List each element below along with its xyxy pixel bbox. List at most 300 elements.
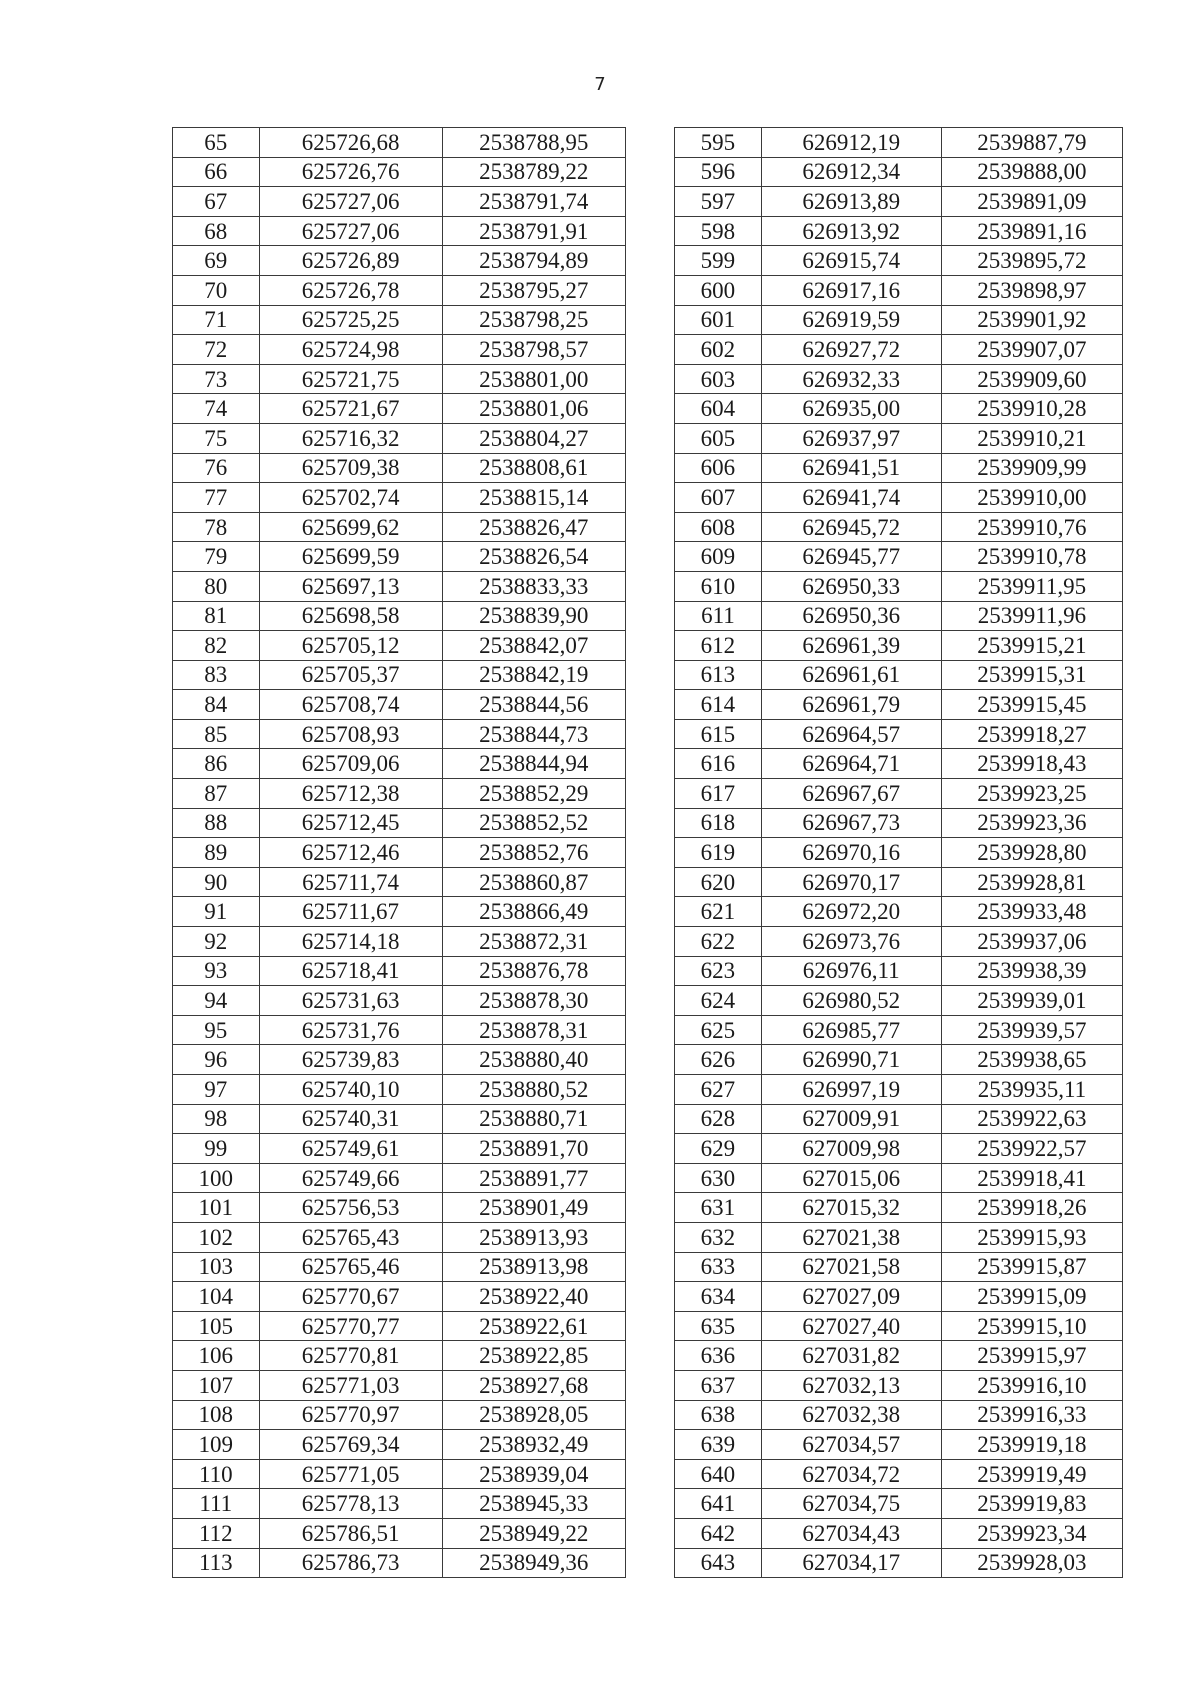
column-gap: [625, 394, 674, 424]
column-gap: [625, 1459, 674, 1489]
x-coordinate-right-cell: 626913,92: [761, 216, 941, 246]
point-number-right-cell: 636: [675, 1341, 762, 1371]
x-coordinate-left-cell: 625765,43: [259, 1222, 442, 1252]
x-coordinate-right-cell: 626913,89: [761, 187, 941, 217]
point-number-left-cell: 78: [173, 512, 260, 542]
x-coordinate-left-cell: 625786,73: [259, 1548, 442, 1578]
x-coordinate-right-cell: 627034,17: [761, 1548, 941, 1578]
x-coordinate-right-cell: 626961,61: [761, 660, 941, 690]
table-row: [173, 216, 1123, 246]
column-gap: [625, 719, 674, 749]
y-coordinate-right-cell: 2539910,00: [941, 483, 1122, 513]
y-coordinate-left-cell: 2538913,93: [442, 1222, 625, 1252]
column-gap: [625, 1489, 674, 1519]
table-row: [173, 897, 1123, 927]
column-gap: [625, 631, 674, 661]
y-coordinate-right-cell: 2539938,39: [941, 956, 1122, 986]
point-number-left-cell: 80: [173, 571, 260, 601]
point-number-right-cell: 637: [675, 1370, 762, 1400]
point-number-left-cell: 73: [173, 364, 260, 394]
x-coordinate-right-cell: 627034,72: [761, 1459, 941, 1489]
y-coordinate-left-cell: 2538878,31: [442, 1015, 625, 1045]
x-coordinate-right-cell: 627009,98: [761, 1134, 941, 1164]
point-number-right-cell: 614: [675, 690, 762, 720]
y-coordinate-left-cell: 2538808,61: [442, 453, 625, 483]
column-gap: [625, 128, 674, 158]
x-coordinate-left-cell: 625714,18: [259, 927, 442, 957]
point-number-left-cell: 66: [173, 157, 260, 187]
column-gap: [625, 1163, 674, 1193]
column-gap: [625, 275, 674, 305]
y-coordinate-left-cell: 2538839,90: [442, 601, 625, 631]
x-coordinate-right-cell: 627031,82: [761, 1341, 941, 1371]
y-coordinate-right-cell: 2539933,48: [941, 897, 1122, 927]
point-number-right-cell: 622: [675, 927, 762, 957]
table-row: [173, 601, 1123, 631]
y-coordinate-left-cell: 2538891,70: [442, 1134, 625, 1164]
column-gap: [625, 483, 674, 513]
x-coordinate-right-cell: 626976,11: [761, 956, 941, 986]
y-coordinate-right-cell: 2539928,81: [941, 867, 1122, 897]
point-number-left-cell: 105: [173, 1311, 260, 1341]
x-coordinate-left-cell: 625699,62: [259, 512, 442, 542]
point-number-left-cell: 81: [173, 601, 260, 631]
point-number-left-cell: 110: [173, 1459, 260, 1489]
table-row: [173, 1489, 1123, 1519]
table-row: [173, 1075, 1123, 1105]
x-coordinate-right-cell: 627015,06: [761, 1163, 941, 1193]
table-row: [173, 1282, 1123, 1312]
x-coordinate-left-cell: 625711,74: [259, 867, 442, 897]
y-coordinate-left-cell: 2538880,71: [442, 1104, 625, 1134]
y-coordinate-right-cell: 2539910,78: [941, 542, 1122, 572]
x-coordinate-left-cell: 625727,06: [259, 187, 442, 217]
x-coordinate-left-cell: 625708,93: [259, 719, 442, 749]
x-coordinate-right-cell: 626997,19: [761, 1075, 941, 1105]
y-coordinate-left-cell: 2538922,61: [442, 1311, 625, 1341]
x-coordinate-left-cell: 625765,46: [259, 1252, 442, 1282]
column-gap: [625, 423, 674, 453]
x-coordinate-right-cell: 626967,67: [761, 779, 941, 809]
table-row: [173, 1222, 1123, 1252]
x-coordinate-right-cell: 626961,79: [761, 690, 941, 720]
page-number: 7: [594, 74, 606, 95]
point-number-right-cell: 632: [675, 1222, 762, 1252]
table-row: [173, 867, 1123, 897]
point-number-left-cell: 111: [173, 1489, 260, 1519]
y-coordinate-right-cell: 2539915,31: [941, 660, 1122, 690]
x-coordinate-right-cell: 627034,75: [761, 1489, 941, 1519]
y-coordinate-left-cell: 2538791,74: [442, 187, 625, 217]
x-coordinate-left-cell: 625756,53: [259, 1193, 442, 1223]
column-gap: [625, 838, 674, 868]
column-gap: [625, 1015, 674, 1045]
point-number-left-cell: 102: [173, 1222, 260, 1252]
y-coordinate-left-cell: 2538945,33: [442, 1489, 625, 1519]
column-gap: [625, 542, 674, 572]
point-number-right-cell: 634: [675, 1282, 762, 1312]
point-number-left-cell: 75: [173, 423, 260, 453]
x-coordinate-left-cell: 625709,06: [259, 749, 442, 779]
table-row: [173, 187, 1123, 217]
x-coordinate-left-cell: 625726,68: [259, 128, 442, 158]
y-coordinate-left-cell: 2538927,68: [442, 1370, 625, 1400]
y-coordinate-right-cell: 2539895,72: [941, 246, 1122, 276]
table-row: [173, 1370, 1123, 1400]
table-row: [173, 1045, 1123, 1075]
x-coordinate-left-cell: 625721,67: [259, 394, 442, 424]
coordinates-table-body: [173, 128, 1123, 1578]
table-row: [173, 335, 1123, 365]
x-coordinate-left-cell: 625740,10: [259, 1075, 442, 1105]
y-coordinate-left-cell: 2538801,00: [442, 364, 625, 394]
y-coordinate-right-cell: 2539916,33: [941, 1400, 1122, 1430]
x-coordinate-left-cell: 625771,03: [259, 1370, 442, 1400]
table-row: [173, 1548, 1123, 1578]
x-coordinate-right-cell: 626919,59: [761, 305, 941, 335]
x-coordinate-right-cell: 626964,57: [761, 719, 941, 749]
y-coordinate-right-cell: 2539923,25: [941, 779, 1122, 809]
column-gap: [625, 1193, 674, 1223]
point-number-left-cell: 107: [173, 1370, 260, 1400]
y-coordinate-right-cell: 2539918,43: [941, 749, 1122, 779]
y-coordinate-right-cell: 2539918,26: [941, 1193, 1122, 1223]
table-row: [173, 1311, 1123, 1341]
x-coordinate-left-cell: 625697,13: [259, 571, 442, 601]
y-coordinate-left-cell: 2538791,91: [442, 216, 625, 246]
y-coordinate-right-cell: 2539935,11: [941, 1075, 1122, 1105]
x-coordinate-left-cell: 625778,13: [259, 1489, 442, 1519]
x-coordinate-left-cell: 625712,45: [259, 808, 442, 838]
column-gap: [625, 364, 674, 394]
column-gap: [625, 1341, 674, 1371]
point-number-left-cell: 84: [173, 690, 260, 720]
y-coordinate-left-cell: 2538789,22: [442, 157, 625, 187]
x-coordinate-right-cell: 626970,16: [761, 838, 941, 868]
table-row: [173, 1252, 1123, 1282]
column-gap: [625, 956, 674, 986]
point-number-left-cell: 94: [173, 986, 260, 1016]
y-coordinate-left-cell: 2538922,40: [442, 1282, 625, 1312]
point-number-left-cell: 82: [173, 631, 260, 661]
column-gap: [625, 1104, 674, 1134]
y-coordinate-left-cell: 2538880,40: [442, 1045, 625, 1075]
y-coordinate-left-cell: 2538815,14: [442, 483, 625, 513]
table-row: [173, 1518, 1123, 1548]
table-row: [173, 660, 1123, 690]
point-number-right-cell: 621: [675, 897, 762, 927]
x-coordinate-left-cell: 625725,25: [259, 305, 442, 335]
x-coordinate-right-cell: 626964,71: [761, 749, 941, 779]
y-coordinate-left-cell: 2538804,27: [442, 423, 625, 453]
point-number-right-cell: 643: [675, 1548, 762, 1578]
y-coordinate-right-cell: 2539915,09: [941, 1282, 1122, 1312]
table-row: [173, 483, 1123, 513]
x-coordinate-right-cell: 626970,17: [761, 867, 941, 897]
point-number-right-cell: 617: [675, 779, 762, 809]
y-coordinate-left-cell: 2538880,52: [442, 1075, 625, 1105]
y-coordinate-right-cell: 2539939,01: [941, 986, 1122, 1016]
y-coordinate-left-cell: 2538826,47: [442, 512, 625, 542]
point-number-left-cell: 95: [173, 1015, 260, 1045]
table-row: [173, 423, 1123, 453]
column-gap: [625, 335, 674, 365]
x-coordinate-right-cell: 626915,74: [761, 246, 941, 276]
column-gap: [625, 749, 674, 779]
table-row: [173, 1163, 1123, 1193]
x-coordinate-left-cell: 625705,37: [259, 660, 442, 690]
point-number-right-cell: 630: [675, 1163, 762, 1193]
point-number-left-cell: 99: [173, 1134, 260, 1164]
point-number-left-cell: 68: [173, 216, 260, 246]
point-number-right-cell: 602: [675, 335, 762, 365]
x-coordinate-left-cell: 625721,75: [259, 364, 442, 394]
x-coordinate-right-cell: 626935,00: [761, 394, 941, 424]
y-coordinate-right-cell: 2539922,57: [941, 1134, 1122, 1164]
y-coordinate-right-cell: 2539939,57: [941, 1015, 1122, 1045]
x-coordinate-left-cell: 625724,98: [259, 335, 442, 365]
y-coordinate-left-cell: 2538798,57: [442, 335, 625, 365]
point-number-left-cell: 76: [173, 453, 260, 483]
column-gap: [625, 1311, 674, 1341]
column-gap: [625, 216, 674, 246]
point-number-right-cell: 610: [675, 571, 762, 601]
x-coordinate-left-cell: 625770,97: [259, 1400, 442, 1430]
x-coordinate-right-cell: 627032,13: [761, 1370, 941, 1400]
y-coordinate-left-cell: 2538844,73: [442, 719, 625, 749]
point-number-left-cell: 112: [173, 1518, 260, 1548]
x-coordinate-left-cell: 625698,58: [259, 601, 442, 631]
y-coordinate-right-cell: 2539915,10: [941, 1311, 1122, 1341]
y-coordinate-right-cell: 2539919,83: [941, 1489, 1122, 1519]
y-coordinate-right-cell: 2539937,06: [941, 927, 1122, 957]
x-coordinate-left-cell: 625711,67: [259, 897, 442, 927]
x-coordinate-left-cell: 625726,76: [259, 157, 442, 187]
table-row: [173, 690, 1123, 720]
x-coordinate-right-cell: 626927,72: [761, 335, 941, 365]
column-gap: [625, 690, 674, 720]
y-coordinate-right-cell: 2539909,99: [941, 453, 1122, 483]
y-coordinate-left-cell: 2538913,98: [442, 1252, 625, 1282]
y-coordinate-right-cell: 2539915,45: [941, 690, 1122, 720]
point-number-right-cell: 604: [675, 394, 762, 424]
x-coordinate-right-cell: 626950,33: [761, 571, 941, 601]
point-number-right-cell: 606: [675, 453, 762, 483]
y-coordinate-left-cell: 2538891,77: [442, 1163, 625, 1193]
y-coordinate-right-cell: 2539898,97: [941, 275, 1122, 305]
x-coordinate-left-cell: 625718,41: [259, 956, 442, 986]
x-coordinate-right-cell: 626972,20: [761, 897, 941, 927]
table-row: [173, 1193, 1123, 1223]
table-row: [173, 394, 1123, 424]
point-number-left-cell: 89: [173, 838, 260, 868]
column-gap: [625, 1222, 674, 1252]
y-coordinate-right-cell: 2539919,18: [941, 1430, 1122, 1460]
point-number-right-cell: 597: [675, 187, 762, 217]
y-coordinate-left-cell: 2538860,87: [442, 867, 625, 897]
x-coordinate-left-cell: 625770,67: [259, 1282, 442, 1312]
column-gap: [625, 927, 674, 957]
x-coordinate-left-cell: 625726,78: [259, 275, 442, 305]
point-number-left-cell: 69: [173, 246, 260, 276]
y-coordinate-right-cell: 2539910,21: [941, 423, 1122, 453]
y-coordinate-right-cell: 2539907,07: [941, 335, 1122, 365]
point-number-left-cell: 98: [173, 1104, 260, 1134]
column-gap: [625, 571, 674, 601]
table-row: [173, 1134, 1123, 1164]
point-number-right-cell: 635: [675, 1311, 762, 1341]
point-number-right-cell: 595: [675, 128, 762, 158]
table-row: [173, 453, 1123, 483]
point-number-right-cell: 623: [675, 956, 762, 986]
x-coordinate-right-cell: 626912,19: [761, 128, 941, 158]
y-coordinate-left-cell: 2538798,25: [442, 305, 625, 335]
x-coordinate-right-cell: 626917,16: [761, 275, 941, 305]
y-coordinate-left-cell: 2538852,76: [442, 838, 625, 868]
y-coordinate-right-cell: 2539910,28: [941, 394, 1122, 424]
table-row: [173, 571, 1123, 601]
column-gap: [625, 1370, 674, 1400]
x-coordinate-left-cell: 625731,63: [259, 986, 442, 1016]
y-coordinate-left-cell: 2538949,36: [442, 1548, 625, 1578]
y-coordinate-right-cell: 2539887,79: [941, 128, 1122, 158]
y-coordinate-left-cell: 2538844,94: [442, 749, 625, 779]
x-coordinate-right-cell: 626941,51: [761, 453, 941, 483]
point-number-left-cell: 90: [173, 867, 260, 897]
x-coordinate-left-cell: 625727,06: [259, 216, 442, 246]
table-row: [173, 631, 1123, 661]
x-coordinate-right-cell: 627021,38: [761, 1222, 941, 1252]
y-coordinate-right-cell: 2539938,65: [941, 1045, 1122, 1075]
x-coordinate-left-cell: 625749,66: [259, 1163, 442, 1193]
point-number-left-cell: 83: [173, 660, 260, 690]
y-coordinate-right-cell: 2539911,95: [941, 571, 1122, 601]
x-coordinate-left-cell: 625709,38: [259, 453, 442, 483]
point-number-left-cell: 101: [173, 1193, 260, 1223]
y-coordinate-right-cell: 2539911,96: [941, 601, 1122, 631]
x-coordinate-right-cell: 626950,36: [761, 601, 941, 631]
x-coordinate-right-cell: 626967,73: [761, 808, 941, 838]
point-number-right-cell: 620: [675, 867, 762, 897]
point-number-right-cell: 638: [675, 1400, 762, 1430]
x-coordinate-right-cell: 626945,72: [761, 512, 941, 542]
y-coordinate-right-cell: 2539928,80: [941, 838, 1122, 868]
y-coordinate-left-cell: 2538826,54: [442, 542, 625, 572]
column-gap: [625, 1518, 674, 1548]
y-coordinate-left-cell: 2538788,95: [442, 128, 625, 158]
table-row: [173, 1430, 1123, 1460]
point-number-right-cell: 626: [675, 1045, 762, 1075]
point-number-right-cell: 625: [675, 1015, 762, 1045]
point-number-left-cell: 97: [173, 1075, 260, 1105]
table-row: [173, 364, 1123, 394]
point-number-right-cell: 618: [675, 808, 762, 838]
x-coordinate-right-cell: 626912,34: [761, 157, 941, 187]
column-gap: [625, 1134, 674, 1164]
y-coordinate-left-cell: 2538949,22: [442, 1518, 625, 1548]
point-number-right-cell: 596: [675, 157, 762, 187]
column-gap: [625, 1045, 674, 1075]
x-coordinate-left-cell: 625771,05: [259, 1459, 442, 1489]
y-coordinate-left-cell: 2538852,52: [442, 808, 625, 838]
x-coordinate-left-cell: 625702,74: [259, 483, 442, 513]
y-coordinate-left-cell: 2538794,89: [442, 246, 625, 276]
point-number-left-cell: 85: [173, 719, 260, 749]
x-coordinate-left-cell: 625739,83: [259, 1045, 442, 1075]
point-number-left-cell: 67: [173, 187, 260, 217]
y-coordinate-right-cell: 2539923,34: [941, 1518, 1122, 1548]
y-coordinate-left-cell: 2538844,56: [442, 690, 625, 720]
y-coordinate-left-cell: 2538876,78: [442, 956, 625, 986]
column-gap: [625, 187, 674, 217]
table-row: [173, 1104, 1123, 1134]
table-row: [173, 542, 1123, 572]
point-number-left-cell: 65: [173, 128, 260, 158]
x-coordinate-left-cell: 625770,81: [259, 1341, 442, 1371]
x-coordinate-right-cell: 626932,33: [761, 364, 941, 394]
y-coordinate-right-cell: 2539891,16: [941, 216, 1122, 246]
x-coordinate-right-cell: 627032,38: [761, 1400, 941, 1430]
column-gap: [625, 897, 674, 927]
y-coordinate-left-cell: 2538852,29: [442, 779, 625, 809]
point-number-left-cell: 79: [173, 542, 260, 572]
x-coordinate-right-cell: 626990,71: [761, 1045, 941, 1075]
point-number-left-cell: 70: [173, 275, 260, 305]
point-number-right-cell: 619: [675, 838, 762, 868]
point-number-left-cell: 71: [173, 305, 260, 335]
x-coordinate-left-cell: 625705,12: [259, 631, 442, 661]
table-row: [173, 1015, 1123, 1045]
y-coordinate-right-cell: 2539915,93: [941, 1222, 1122, 1252]
point-number-right-cell: 612: [675, 631, 762, 661]
y-coordinate-right-cell: 2539910,76: [941, 512, 1122, 542]
point-number-left-cell: 104: [173, 1282, 260, 1312]
column-gap: [625, 1548, 674, 1578]
table-row: [173, 1400, 1123, 1430]
point-number-right-cell: 633: [675, 1252, 762, 1282]
x-coordinate-right-cell: 626945,77: [761, 542, 941, 572]
point-number-right-cell: 628: [675, 1104, 762, 1134]
y-coordinate-right-cell: 2539901,92: [941, 305, 1122, 335]
column-gap: [625, 1282, 674, 1312]
y-coordinate-left-cell: 2538878,30: [442, 986, 625, 1016]
point-number-right-cell: 603: [675, 364, 762, 394]
x-coordinate-right-cell: 626961,39: [761, 631, 941, 661]
y-coordinate-left-cell: 2538801,06: [442, 394, 625, 424]
column-gap: [625, 986, 674, 1016]
y-coordinate-right-cell: 2539916,10: [941, 1370, 1122, 1400]
point-number-right-cell: 641: [675, 1489, 762, 1519]
point-number-left-cell: 106: [173, 1341, 260, 1371]
point-number-right-cell: 598: [675, 216, 762, 246]
y-coordinate-right-cell: 2539909,60: [941, 364, 1122, 394]
x-coordinate-left-cell: 625726,89: [259, 246, 442, 276]
table-row: [173, 157, 1123, 187]
column-gap: [625, 246, 674, 276]
point-number-right-cell: 605: [675, 423, 762, 453]
x-coordinate-right-cell: 627021,58: [761, 1252, 941, 1282]
column-gap: [625, 779, 674, 809]
point-number-right-cell: 607: [675, 483, 762, 513]
point-number-right-cell: 627: [675, 1075, 762, 1105]
x-coordinate-right-cell: 626941,74: [761, 483, 941, 513]
y-coordinate-left-cell: 2538901,49: [442, 1193, 625, 1223]
y-coordinate-left-cell: 2538932,49: [442, 1430, 625, 1460]
x-coordinate-right-cell: 626985,77: [761, 1015, 941, 1045]
point-number-right-cell: 608: [675, 512, 762, 542]
x-coordinate-right-cell: 626937,97: [761, 423, 941, 453]
point-number-left-cell: 77: [173, 483, 260, 513]
